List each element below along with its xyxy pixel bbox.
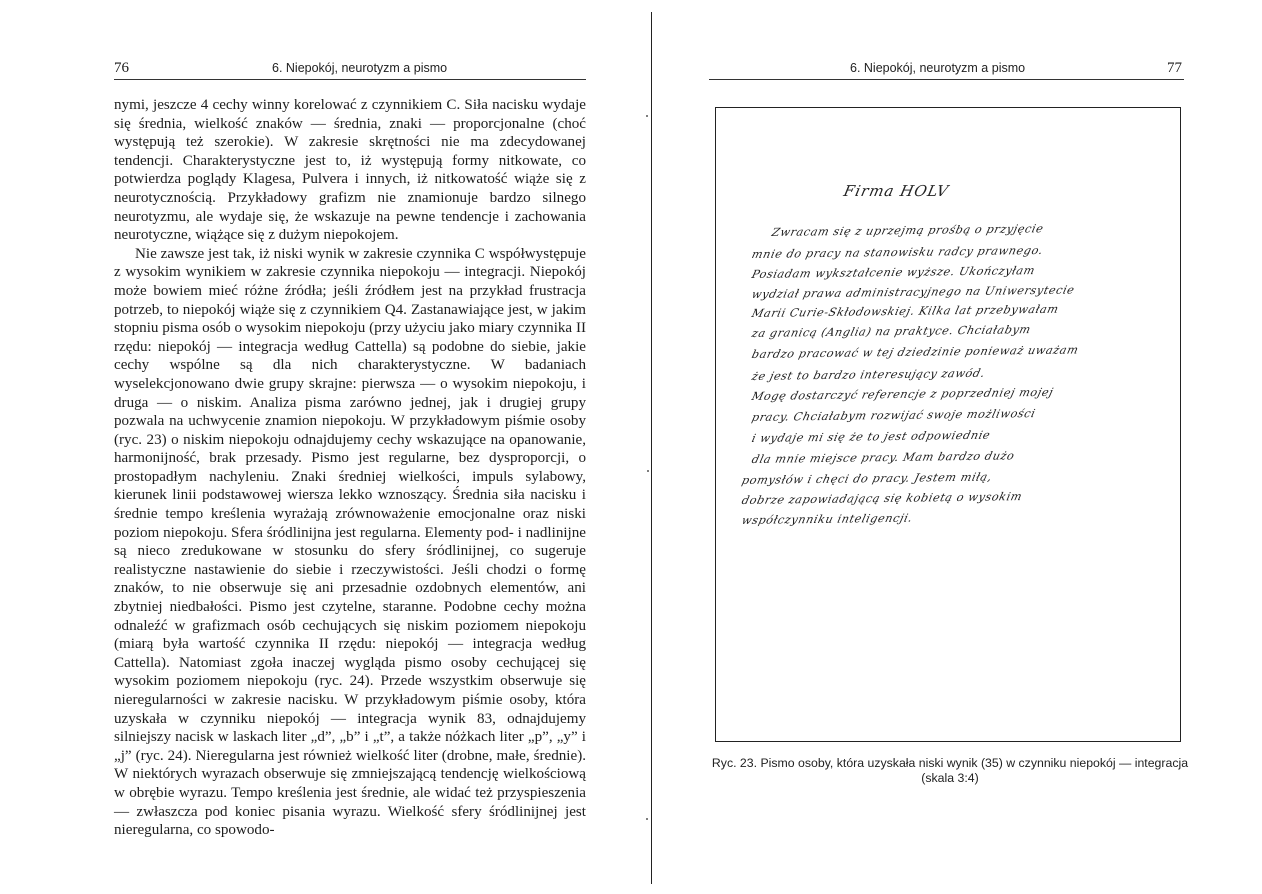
handwriting-heading: Firma HOLV (842, 182, 951, 200)
handwriting-sample (716, 108, 1182, 743)
handwriting-line: Marii Curie-Skłodowskiej. Kilka lat przebywałam (750, 302, 1061, 320)
page-number-left: 76 (114, 60, 129, 76)
handwriting-line: bardzo pracować w tej dziedzinie ponieważ uważam (750, 343, 1080, 361)
handwriting-line: dobrze zapowiadającą się kobietą o wysokim (740, 490, 1024, 507)
handwriting-line: i wydaje mi się że to jest odpowiednie (750, 428, 992, 445)
handwriting-line: Mogę dostarczyć referencje z poprzedniej mojej (750, 385, 1055, 403)
running-head-right: 6. Niepokój, neurotyzm a pismo (850, 61, 1026, 75)
handwriting-line: Posiadam wykształcenie wyższe. Ukończyłam (750, 264, 1037, 281)
handwriting-line: dla mnie miejsce pracy. Mam bardzo dużo (750, 449, 1017, 466)
body-text (114, 96, 586, 840)
paragraph-1: nymi, jeszcze 4 cechy winny korelować z czynnikiem C. Siła nacisku wydaje się średnia, wielkość znaków — średnia, znaki — proporcjonalne (choć występują też szerokie). W zakresie skrętności nie ma zdecydowanej tendencji. Charakterystyczne jest to, iż występują formy nitkowate, co potwierdza poglądy Klagesa, Pulvera i innych, iż nitkowatość wiąże się z neurotycznością. Przykładowy grafizm nie znamionuje bardzo silnego neurotyzmu, ale wydaje się, że wskazuje na pewne tendencje i zachowania neurotyczne, wiążące się z dużym niepokojem. (114, 97, 586, 244)
figure-frame (715, 107, 1181, 742)
paragraph-2: Nie zawsze jest tak, iż niski wynik w zakresie czynnika C współwystępuje z wysokim wynikiem w zakresie czynnika niepokoju — integracji. Niepokój może bowiem mieć różne źródła; jeśli źródłem jest na przykład frustracja potrzeb, to niepokój wiąże się z czynnikiem Q4. Zastanawiające jest, w jakim stopniu pisma osób o wysokim niepokoju (przy użyciu jako miary czynnika II rzędu: niepokój — integracja według Cattella) są podobne do siebie, jakie cechy wspólne są dla nich charakterystyczne. W badaniach wyselekcjonowano dwie grupy skrajne: pierwsza — o wysokim niepokoju, i druga — o niskim. Analiza pisma zarówno jednej, jak i drugiej grupy pozwala na uchwycenie znamion niepokoju. W przykładowym piśmie osoby (ryc. 23) o niskim niepokoju odnajdujemy cechy wskazujące na opanowanie, harmonijność, brak przesady. Pismo jest regularne, bez dysproporcji, o prostopadłym nachyleniu. Znaki średniej wielkości, impuls sylabowy, kierunek linii podstawowej wiersza lekko wznoszący. Średnia siła nacisku i średnie tempo kreślenia wyrażają zrównoważenie emocjonalne oraz niski poziom niepokoju. Sfera śródlinijna jest regularna. Elementy pod- i nadlinijne są nieco zredukowane w stosunku do sfery śródlinijnej, co sugeruje realistyczne nastawienie do siebie i rzeczywistości. Jeśli chodzi o formę znaków, to nie obserwuje się ani przesadnie ozdobnych elementów, ani zbytniej niedbałości. Pismo jest czytelne, staranne. Podobne cechy można odnaleźć w grafizmach osób cechujących się niskim poziomem niepokoju (miarą była wartość czynnika II rzędu: niepokój — integracja według Cattella). Natomiast zgoła inaczej wygląda pismo osoby cechującej się wysokim poziomem niepokoju (ryc. 24). Przede wszystkim obserwuje się nieregularności w zakresie nacisku. W przykładowym piśmie osoby, która uzyskała w czynniku niepokój — integracja wynik 83, odnajdujemy silniejszy nacisk w laskach liter „d”, „b” i „t”, a także nóżkach liter „p”, „y” i „j” (ryc. 24). Nieregularna jest również wielkość liter (drobne, małe, średnie). W niektórych wyrazach obserwuje się zmniejszającą tendencję wielkościową w obrębie wyrazu. Tempo kreślenia jest średnie, ale widać też przyspieszenia — zwłaszcza pod koniec pisania wyrazu. Wielkość sfery śródlinijnej jest nieregularna, co spowodo- (114, 245, 586, 839)
handwriting-line: pracy. Chciałabym rozwijać swoje możliwości (750, 407, 1037, 424)
handwriting-line: wydział prawa administracyjnego na Uniwersytecie (750, 283, 1077, 301)
handwriting-line: mnie do pracy na stanowisku radcy prawnego. (750, 243, 1045, 261)
handwriting-line: Zwracam się z uprzejmą prośbą o przyjęcie (770, 222, 1045, 239)
handwriting-line: współczynniku inteligencji. (740, 511, 915, 527)
handwriting-line: że jest to bardzo interesujący zawód. (750, 366, 987, 383)
handwriting-line: pomysłów i chęci do pracy. Jestem miłą, (740, 470, 994, 487)
header-rule-left (114, 79, 586, 80)
figure-caption: Ryc. 23. Pismo osoby, która uzyskała niski wynik (35) w czynniku niepokój — integracja (skala 3:4) (711, 756, 1189, 785)
left-page (0, 0, 630, 894)
running-head-left: 6. Niepokój, neurotyzm a pismo (272, 61, 448, 75)
header-rule-right (709, 79, 1184, 80)
page-number-right: 77 (1167, 60, 1182, 76)
handwriting-line: za granicą (Anglia) na praktyce. Chciałabym (750, 323, 1033, 340)
